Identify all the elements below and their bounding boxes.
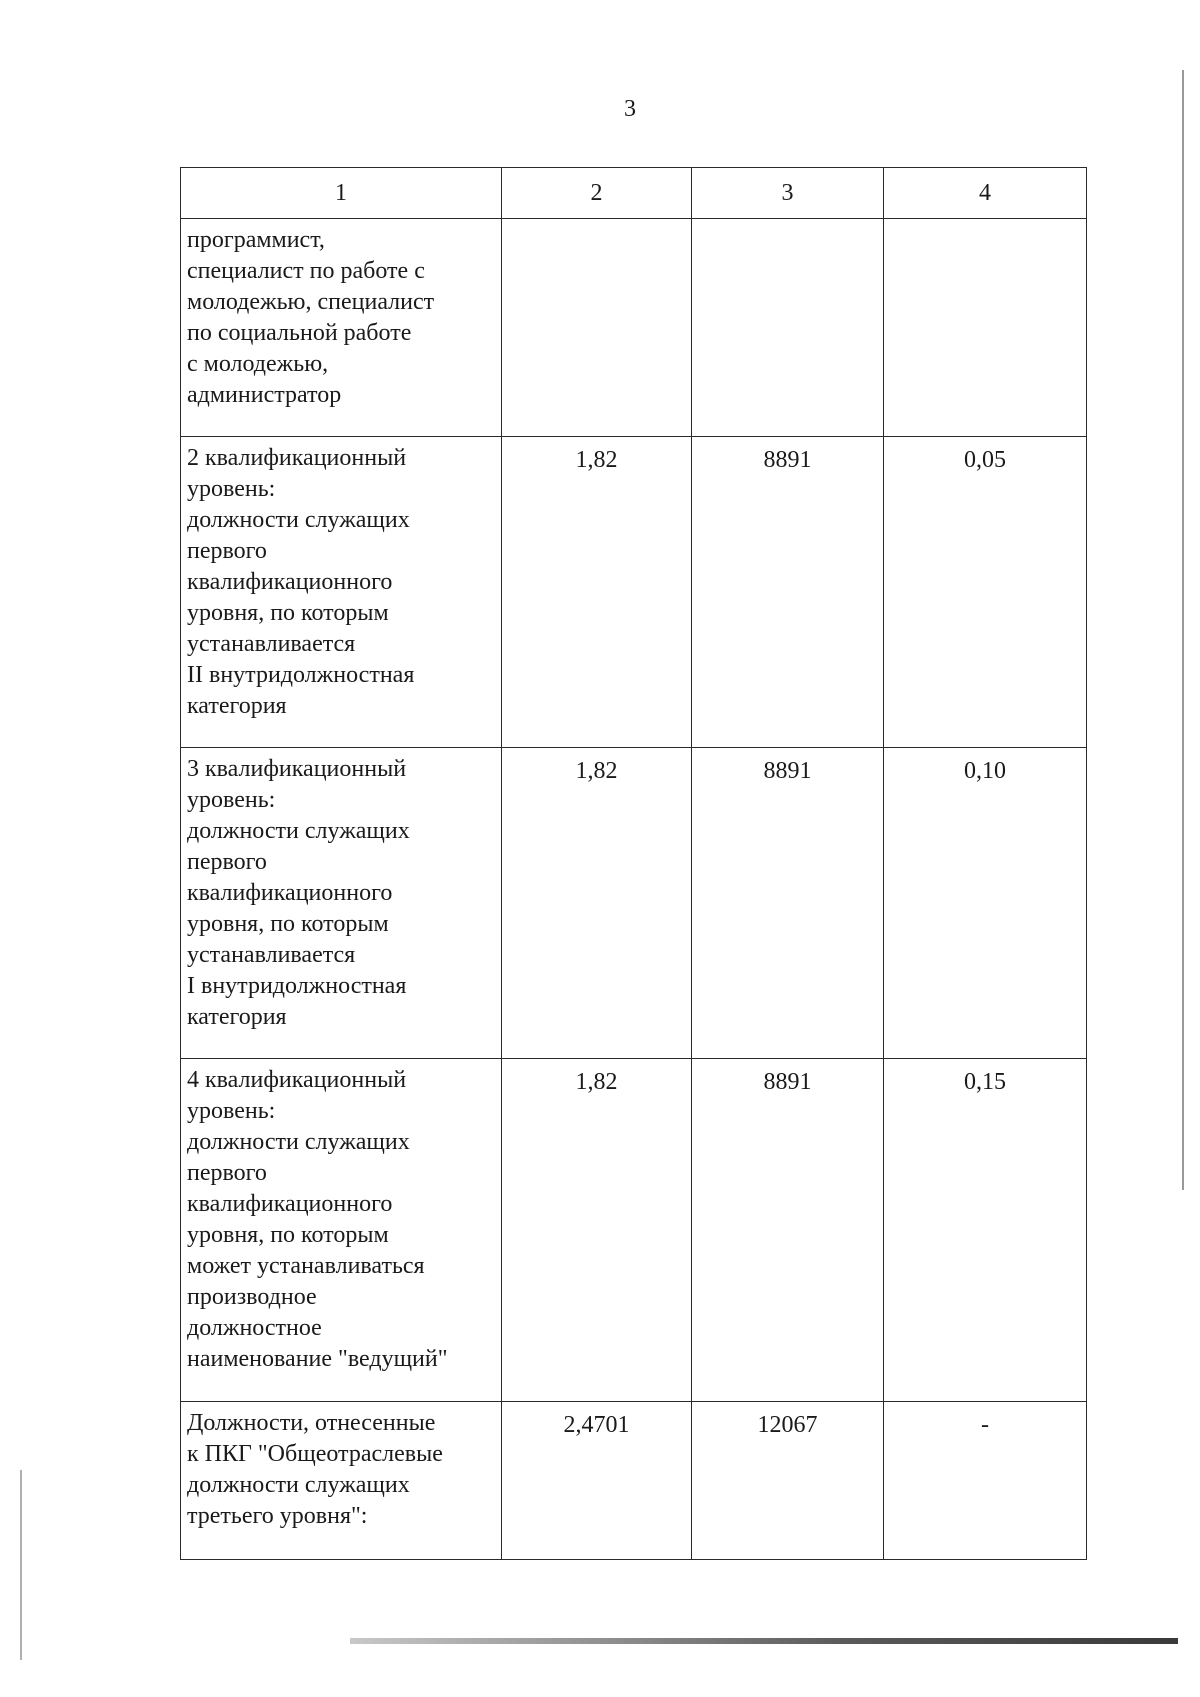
table-row (181, 1059, 1087, 1402)
description-line: уровень: (187, 1098, 276, 1124)
description-line: уровень: (187, 787, 276, 813)
description-line: 4 квалификационный (187, 1067, 407, 1093)
description-line: наименование "ведущий" (187, 1346, 448, 1372)
coefficient-cell: 1,82 (502, 1059, 692, 1402)
description-line: должностное (187, 1315, 322, 1341)
position-description (181, 1059, 502, 1402)
description-line: должности служащих (187, 507, 410, 533)
increase-coefficient-cell (884, 219, 1087, 437)
description-line: устанавливается (187, 631, 356, 657)
description-line: II внутридолжностная (187, 662, 415, 688)
description-line: уровня, по которым (187, 600, 389, 626)
description-line: категория (187, 693, 287, 719)
table-row (181, 748, 1087, 1059)
description-line: квалификационного (187, 1191, 393, 1217)
description-line: уровень: (187, 476, 276, 502)
coefficient-cell: 2,4701 (502, 1402, 692, 1560)
scan-edge-bottom (350, 1638, 1178, 1644)
salary-cell: 8891 (692, 1059, 884, 1402)
coefficient-cell: 1,82 (502, 748, 692, 1059)
position-description (181, 1402, 502, 1560)
description-line: первого (187, 538, 267, 564)
description-line: квалификационного (187, 880, 393, 906)
header-cell-3: 3 (692, 168, 884, 219)
increase-coefficient-cell: 0,10 (884, 748, 1087, 1059)
table-row (181, 1402, 1087, 1560)
table-row (181, 437, 1087, 748)
increase-coefficient-cell: 0,05 (884, 437, 1087, 748)
salary-cell (692, 219, 884, 437)
description-line: 3 квалификационный (187, 756, 407, 782)
description-line: первого (187, 849, 267, 875)
description-line: молодежью, специалист (187, 289, 435, 315)
description-line: может устанавливаться (187, 1253, 425, 1279)
header-cell-4: 4 (884, 168, 1087, 219)
description-line: уровня, по которым (187, 1222, 389, 1248)
salary-cell: 12067 (692, 1402, 884, 1560)
description-line: квалификационного (187, 569, 393, 595)
description-line: I внутридолжностная (187, 973, 407, 999)
description-line: программист, (187, 227, 325, 253)
description-line: Должности, отнесенные (187, 1410, 436, 1436)
description-line: должности служащих (187, 1472, 410, 1498)
increase-coefficient-cell: - (884, 1402, 1087, 1560)
salary-cell: 8891 (692, 437, 884, 748)
description-line: по социальной работе (187, 320, 412, 346)
qualification-table (180, 167, 1087, 1560)
description-line: администратор (187, 382, 342, 408)
table-row (181, 219, 1087, 437)
scan-edge-right (1182, 70, 1184, 1190)
coefficient-cell (502, 219, 692, 437)
description-line: устанавливается (187, 942, 356, 968)
description-line: категория (187, 1004, 287, 1030)
description-line: третьего уровня": (187, 1503, 368, 1529)
position-description (181, 219, 502, 437)
position-description (181, 437, 502, 748)
description-line: первого (187, 1160, 267, 1186)
coefficient-cell: 1,82 (502, 437, 692, 748)
description-line: должности служащих (187, 1129, 410, 1155)
description-line: специалист по работе с (187, 258, 425, 284)
description-line: уровня, по которым (187, 911, 389, 937)
header-cell-2: 2 (502, 168, 692, 219)
description-line: производное (187, 1284, 317, 1310)
description-line: 2 квалификационный (187, 445, 407, 471)
description-line: с молодежью, (187, 351, 329, 377)
table-header-row (181, 168, 1087, 219)
increase-coefficient-cell: 0,15 (884, 1059, 1087, 1402)
description-line: к ПКГ "Общеотраслевые (187, 1441, 443, 1467)
position-description (181, 748, 502, 1059)
description-line: должности служащих (187, 818, 410, 844)
header-cell-1: 1 (181, 168, 502, 219)
scan-edge-left (20, 1470, 22, 1660)
salary-cell: 8891 (692, 748, 884, 1059)
page-number: 3 (624, 96, 636, 122)
